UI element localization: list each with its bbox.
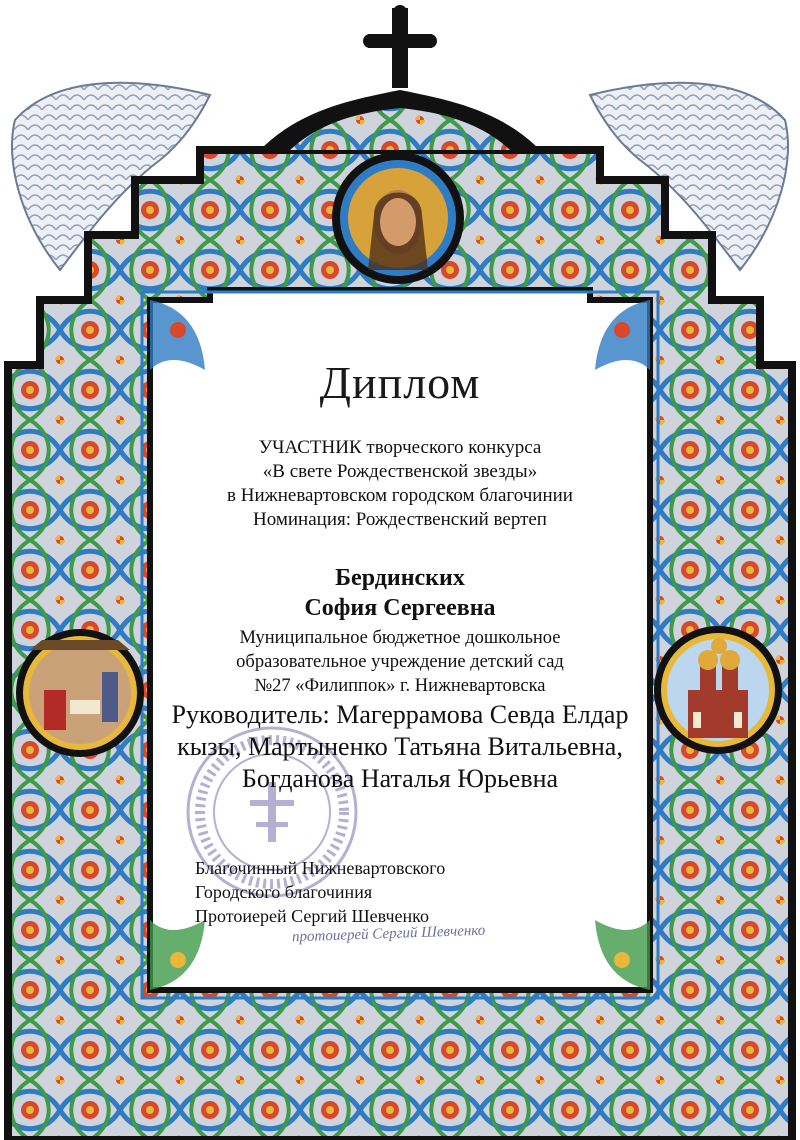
recipient-name xyxy=(150,563,650,623)
christ-icon xyxy=(332,152,464,284)
signatory-line: Городского благочиния xyxy=(195,882,373,902)
recipient-given-name: София Сергеевна xyxy=(304,595,496,621)
intro-block xyxy=(150,436,650,532)
organization-line: №27 «Филиппок» г. Нижневартовска xyxy=(254,676,546,696)
signatory-line: Благочинный Нижневартовского xyxy=(195,858,446,878)
leaders-text: Руководитель: Магеррамова Севда Елдар кызы, Мартыненко Татьяна Витальевна, Богданова Наталья Юрьевна xyxy=(171,700,629,793)
organization-block xyxy=(150,626,650,698)
handwritten-signature: протоиерей Сергий Шевченко xyxy=(291,922,486,946)
intro-line: УЧАСТНИК творческого конкурса xyxy=(258,437,542,458)
nativity-icon xyxy=(16,629,144,757)
intro-line: Номинация: Рождественский вертеп xyxy=(253,509,547,530)
intro-line: «В свете Рождественской звезды» xyxy=(262,461,538,482)
organization-line: образовательное учреждение детский сад xyxy=(236,652,564,672)
intro-line: в Нижневартовском городском благочинии xyxy=(227,485,573,506)
recipient-surname: Бердинских xyxy=(335,565,465,591)
church-icon xyxy=(654,626,782,754)
signatory-block xyxy=(195,856,445,928)
cross-icon xyxy=(363,5,437,88)
diploma-title: Диплом xyxy=(319,357,481,408)
organization-line: Муниципальное бюджетное дошкольное xyxy=(239,628,561,648)
signatory-line: Протоиерей Сергий Шевченко xyxy=(195,906,429,926)
